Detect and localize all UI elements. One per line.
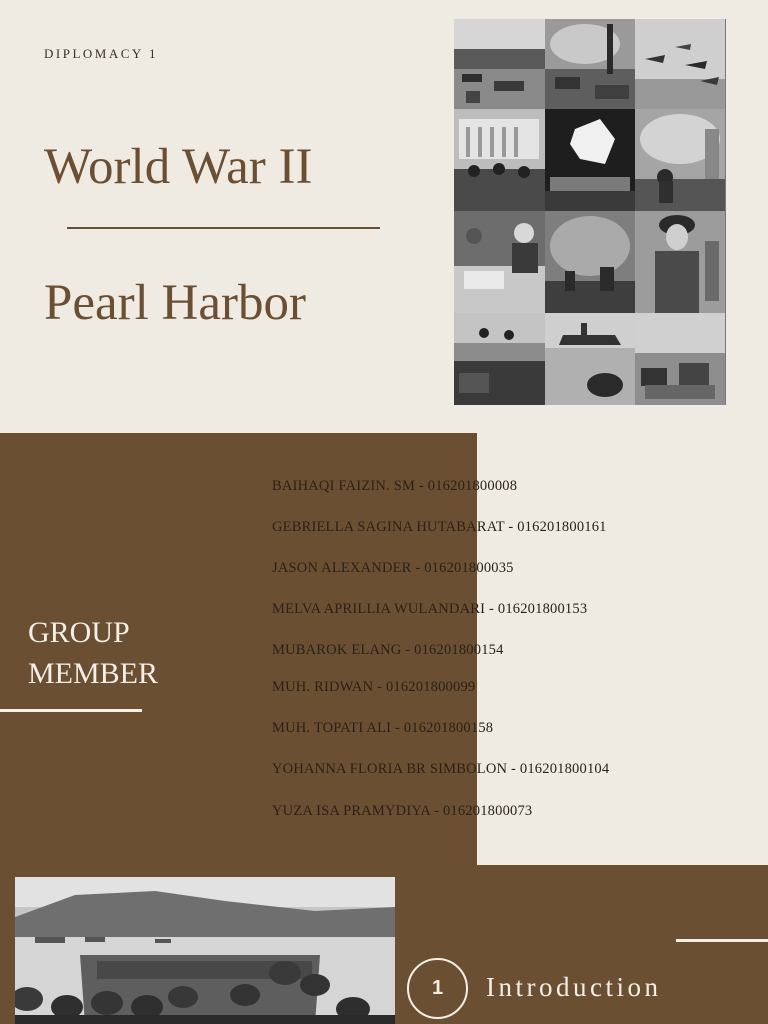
section-number-badge: 1	[407, 958, 468, 1019]
member-item: MUH. RIDWAN - 016201800099	[272, 679, 476, 695]
group-heading-line2: MEMBER	[28, 657, 159, 690]
member-item: YOHANNA FLORIA BR SIMBOLON - 016201800104	[272, 761, 610, 777]
page-subtitle: Pearl Harbor	[44, 275, 306, 331]
course-label: DIPLOMACY 1	[44, 46, 159, 61]
member-item: MELVA APRILLIA WULANDARI - 016201800153	[272, 601, 588, 617]
helmeted-soldier-photo	[635, 211, 726, 313]
intro-divider	[676, 939, 768, 942]
soldiers-smoke-photo	[635, 109, 726, 211]
capitol-soldiers-photo	[454, 109, 545, 211]
smoke-ruins-photo	[545, 211, 636, 313]
group-heading-line1: GROUP	[28, 616, 130, 649]
page-title: World War II	[44, 139, 313, 195]
aircraft-formation-photo	[635, 19, 726, 109]
signing-officers-photo	[454, 211, 545, 313]
ruins-explosion-photo	[545, 19, 636, 109]
landing-craft-photo	[15, 877, 395, 1024]
member-item: BAIHAQI FAIZIN. SM - 016201800008	[272, 478, 518, 494]
title-divider	[67, 227, 380, 229]
warship-sea-photo	[545, 313, 636, 405]
photo-collage	[454, 19, 726, 405]
gun-crew-photo	[635, 313, 726, 405]
troops-beach-photo	[454, 313, 545, 405]
member-item: MUBAROK ELANG - 016201800154	[272, 642, 504, 658]
member-item: MUH. TOPATI ALI - 016201800158	[272, 720, 494, 736]
group-divider	[0, 709, 142, 712]
member-item: JASON ALEXANDER - 016201800035	[272, 560, 514, 576]
ship-explosion-photo	[545, 109, 636, 211]
beach-landing-photo	[454, 19, 545, 109]
group-heading	[28, 612, 158, 694]
member-item: YUZA ISA PRAMYDIYA - 016201800073	[272, 803, 533, 819]
member-item: GEBRIELLA SAGINA HUTABARAT - 016201800161	[272, 519, 607, 535]
section-title: Introduction	[486, 972, 662, 1002]
